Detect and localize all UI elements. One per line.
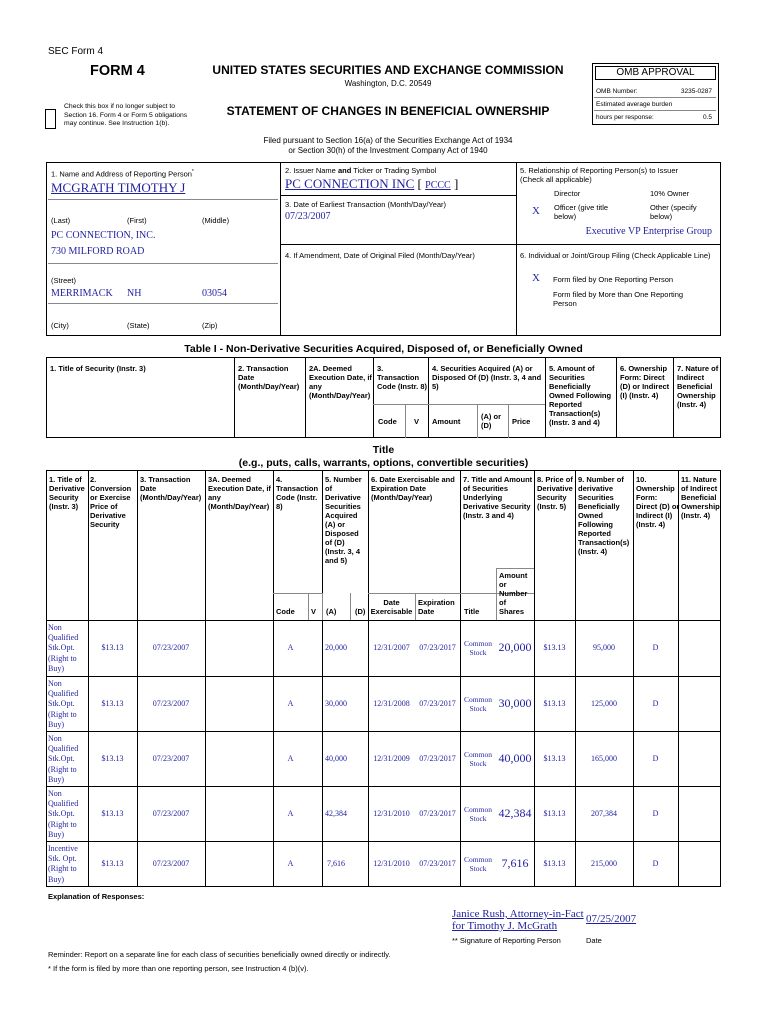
- no-longer-subject-checkbox[interactable]: [45, 109, 56, 129]
- row-owned-following: 95,000: [593, 643, 615, 652]
- more-persons-label: Form filed by More than One Reporting Person: [553, 290, 684, 308]
- t1-price: Price: [512, 417, 531, 426]
- row-acquired-a: 7,616: [327, 859, 345, 868]
- table1-title: Table I - Non-Derivative Securities Acquired, Disposed of, or Beneficially Owned: [184, 343, 583, 355]
- t2-exp: Expiration Date: [418, 598, 455, 616]
- row-owned-following: 125,000: [591, 698, 617, 708]
- box3-label: 3. Date of Earliest Transaction (Month/Day/Year): [285, 200, 447, 209]
- row-expiration-date: 07/23/2017: [419, 753, 456, 763]
- filed-pursuant-2: or Section 30(h) of the Investment Company Act of 1940: [288, 146, 488, 155]
- row-date-exercisable: 12/31/2009: [373, 753, 410, 763]
- row-code: A: [287, 643, 294, 652]
- director-label: Director: [554, 189, 581, 198]
- t2-h3a: 3A. Deemed Execution Date, if any (Month/Day/Year): [208, 475, 271, 511]
- row-underlying-title: Common Stock: [464, 855, 492, 873]
- issuer-name: PC CONNECTION INC [ PCCC ]: [285, 176, 459, 191]
- row-underlying-shares: 42,384: [498, 805, 532, 820]
- row-conversion-price: $13.13: [101, 859, 124, 868]
- row-underlying-title: Common Stock: [464, 694, 492, 713]
- t1-ad: (A) or (D): [481, 412, 501, 430]
- t2-h10: 10. Ownership Form: Direct (D) or Indirect (I) (Instr. 4): [636, 475, 680, 529]
- row-code: A: [287, 808, 294, 818]
- row-transaction-date: 07/23/2007: [152, 859, 190, 868]
- box6-label: 6. Individual or Joint/Group Filing (Check Applicable Line): [520, 251, 711, 260]
- row-conversion-price: $13.13: [101, 753, 124, 763]
- row-derivative-price: $13.13: [543, 859, 566, 868]
- city-value: MERRIMACK: [51, 288, 113, 299]
- row-underlying-title: Common Stock: [464, 749, 492, 768]
- row-derivative-price: $13.13: [543, 698, 566, 708]
- t2-amount-shares: Amount or Number of Shares: [499, 571, 528, 616]
- box1-label: 1. Name and Address of Reporting Person*: [51, 169, 194, 179]
- row-title: Non Qualified Stk.Opt. (Right to Buy): [48, 734, 79, 784]
- row-owned-following: 207,384: [591, 808, 617, 818]
- row-date-exercisable: 12/31/2010: [373, 859, 410, 868]
- omb-number: 3235-0287: [680, 88, 712, 95]
- t1-h7: 7. Nature of Indirect Beneficial Ownership (Instr. 4): [677, 364, 719, 409]
- t2-h4: 4. Transaction Code (Instr. 8): [276, 475, 319, 511]
- row-date-exercisable: 12/31/2010: [373, 808, 410, 818]
- t1-h6: 6. Ownership Form: Direct (D) or Indirect (I) (Instr. 4): [620, 364, 670, 400]
- row-code: A: [287, 859, 294, 868]
- row-underlying-shares: 7,616: [501, 856, 529, 870]
- reporting-person-name: MCGRATH TIMOTHY J: [51, 180, 186, 195]
- row-conversion-price: $13.13: [101, 808, 124, 818]
- row-transaction-date: 07/23/2007: [152, 698, 190, 708]
- t2-code: Code: [276, 607, 295, 616]
- commission-title: UNITED STATES SECURITIES AND EXCHANGE COMMISSION: [212, 63, 564, 77]
- row-acquired-a: 20,000: [325, 643, 347, 652]
- middle-label: (Middle): [202, 216, 230, 225]
- row-title: Non Qualified Stk.Opt. (Right to Buy): [48, 623, 79, 673]
- t2-title: Title: [464, 607, 480, 616]
- t1-h1: 1. Title of Security (Instr. 3): [50, 364, 146, 373]
- row-ownership-form: D: [652, 859, 659, 868]
- state-label: (State): [127, 321, 150, 330]
- row-code: A: [287, 753, 294, 763]
- box4-label: 4. If Amendment, Date of Original Filed (Month/Day/Year): [285, 251, 475, 260]
- t1-h2: 2. Transaction Date (Month/Day/Year): [238, 364, 300, 391]
- t2-h3: 3. Transaction Date (Month/Day/Year): [140, 475, 202, 502]
- signer-line-1: Janice Rush, Attorney-in-Fact: [452, 908, 584, 920]
- address-line-1: PC CONNECTION, INC.: [51, 230, 156, 241]
- row-underlying-title: Common Stock: [464, 804, 492, 823]
- officer-label: Officer (give title below): [554, 203, 609, 221]
- row-title: Non Qualified Stk.Opt. (Right to Buy): [48, 789, 79, 839]
- box5-sub: (Check all applicable): [520, 175, 592, 184]
- date-label: Date: [586, 936, 602, 945]
- row-transaction-date: 07/23/2007: [152, 643, 190, 652]
- row-acquired-a: 30,000: [325, 698, 347, 708]
- row-expiration-date: 07/23/2017: [419, 859, 456, 868]
- row-title: Non Qualified Stk.Opt. (Right to Buy): [48, 679, 79, 729]
- t2-h11: 11. Nature of Indirect Beneficial Ownership (Instr. 4): [681, 475, 720, 520]
- one-person-label: Form filed by One Reporting Person: [553, 275, 674, 284]
- row-conversion-price: $13.13: [101, 698, 124, 708]
- t2-h5: 5. Number of Derivative Securities Acquired (A) or Disposed of (D) (Instr. 3, 4 and 5): [325, 475, 362, 565]
- row-transaction-date: 07/23/2007: [152, 753, 190, 763]
- t1-amount: Amount: [432, 417, 461, 426]
- row-derivative-price: $13.13: [543, 753, 566, 763]
- t1-h5: 5. Amount of Securities Beneficially Owned Following Reported Transaction(s) (Instr. 3 and 4): [549, 364, 612, 427]
- t2-date-ex: Date Exercisable: [370, 598, 413, 616]
- row-underlying-shares: 30,000: [498, 695, 532, 710]
- row-ownership-form: D: [652, 753, 659, 763]
- reminder-text: Reminder: Report on a separate line for each class of securities beneficially owned directly or indirectly.: [48, 950, 391, 959]
- t1-code: Code: [378, 417, 397, 426]
- omb-burden-label: Estimated average burden: [596, 101, 673, 108]
- instruction-note: * If the form is filed by more than one reporting person, see Instruction 4 (b)(v).: [48, 964, 309, 973]
- checkbox-text: Check this box if no longer subject to Section 16. Form 4 or Form 5 obligations may continue. See Instruction 1(b).: [64, 103, 188, 127]
- row-owned-following: 215,000: [591, 859, 617, 868]
- other-label: Other (specify below): [650, 203, 697, 221]
- t2-h7: 7. Title and Amount of Securities Underlying Derivative Security (Instr. 3 and 4): [463, 475, 533, 520]
- address-line-2: 730 MILFORD ROAD: [51, 246, 145, 257]
- commission-city: Washington, D.C. 20549: [344, 79, 432, 88]
- t2-h9: 9. Number of derivative Securities Beneficially Owned Following Reported Transaction(s) (Instr. 4): [578, 475, 630, 556]
- row-date-exercisable: 12/31/2007: [373, 643, 410, 652]
- box5-label: 5. Relationship of Reporting Person(s) to Issuer: [520, 166, 678, 175]
- table2-subtitle: (e.g., puts, calls, warrants, options, convertible securities): [238, 457, 529, 469]
- signer-line-2: for Timothy J. McGrath: [452, 920, 558, 932]
- row-expiration-date: 07/23/2017: [419, 808, 456, 818]
- row-acquired-a: 40,000: [325, 753, 347, 763]
- one-person-checkmark[interactable]: X: [532, 272, 540, 284]
- t2-h2: 2. Conversion or Exercise Price of Derivative Security: [90, 475, 132, 529]
- filed-pursuant-1: Filed pursuant to Section 16(a) of the Securities Exchange Act of 1934: [263, 136, 513, 145]
- signature-date: 07/25/2007: [586, 913, 637, 925]
- row-code: A: [287, 698, 294, 708]
- t2-v: V: [311, 607, 317, 616]
- t2-h8: 8. Price of Derivative Security (Instr. 5): [537, 475, 573, 511]
- omb-title: OMB APPROVAL: [595, 66, 716, 80]
- row-underlying-shares: 40,000: [498, 750, 532, 765]
- t1-v: V: [414, 417, 420, 426]
- ten-percent-owner-label: 10% Owner: [650, 189, 690, 198]
- omb-hours: 0.5: [702, 114, 712, 121]
- officer-title: Executive VP Enterprise Group: [585, 226, 712, 237]
- t1-h3: 3. Transaction Code (Instr. 8): [377, 364, 428, 391]
- row-acquired-a: 42,384: [325, 808, 347, 818]
- row-owned-following: 165,000: [591, 753, 617, 763]
- sec-form-label: SEC Form 4: [48, 46, 104, 57]
- officer-checkmark[interactable]: X: [532, 205, 540, 217]
- box2-label: 2. Issuer Name and Ticker or Trading Symbol: [285, 166, 437, 175]
- t2-a: (A): [326, 607, 337, 616]
- t2-h6: 6. Date Exercisable and Expiration Date (Month/Day/Year): [371, 475, 455, 502]
- signature-label: ** Signature of Reporting Person: [452, 936, 561, 945]
- row-derivative-price: $13.13: [543, 643, 566, 652]
- row-conversion-price: $13.13: [101, 643, 124, 652]
- row-expiration-date: 07/23/2017: [419, 698, 456, 708]
- form-title: FORM 4: [90, 63, 145, 79]
- statement-title: STATEMENT OF CHANGES IN BENEFICIAL OWNERSHIP: [226, 104, 550, 118]
- row-title: Incentive Stk. Opt. (Right to Buy): [48, 844, 78, 884]
- explanation-label: Explanation of Responses:: [48, 892, 145, 901]
- t2-d: (D): [355, 607, 366, 616]
- omb-number-label: OMB Number:: [596, 88, 638, 95]
- t1-h4: 4. Securities Acquired (A) or Disposed Of (D) (Instr. 3, 4 and 5): [432, 364, 542, 391]
- row-expiration-date: 07/23/2017: [419, 643, 456, 652]
- row-underlying-title: Common Stock: [464, 639, 492, 657]
- row-date-exercisable: 12/31/2008: [373, 698, 410, 708]
- row-transaction-date: 07/23/2007: [152, 808, 190, 818]
- row-ownership-form: D: [652, 808, 659, 818]
- row-underlying-shares: 20,000: [498, 640, 532, 654]
- zip-value: 03054: [202, 288, 227, 299]
- last-label: (Last): [51, 216, 71, 225]
- t1-h2a: 2A. Deemed Execution Date, if any (Month/Day/Year): [309, 364, 372, 400]
- omb-hours-label: hours per response:: [596, 114, 654, 121]
- first-label: (First): [127, 216, 147, 225]
- table2-title: Title: [372, 444, 395, 456]
- row-derivative-price: $13.13: [543, 808, 566, 818]
- row-ownership-form: D: [652, 698, 659, 708]
- city-label: (City): [51, 321, 69, 330]
- t2-h1: 1. Title of Derivative Security (Instr. 3): [49, 475, 85, 511]
- earliest-transaction-date: 07/23/2007: [285, 211, 331, 222]
- state-value: NH: [127, 288, 142, 299]
- row-ownership-form: D: [652, 643, 659, 652]
- zip-label: (Zip): [202, 321, 218, 330]
- street-label: (Street): [51, 276, 77, 285]
